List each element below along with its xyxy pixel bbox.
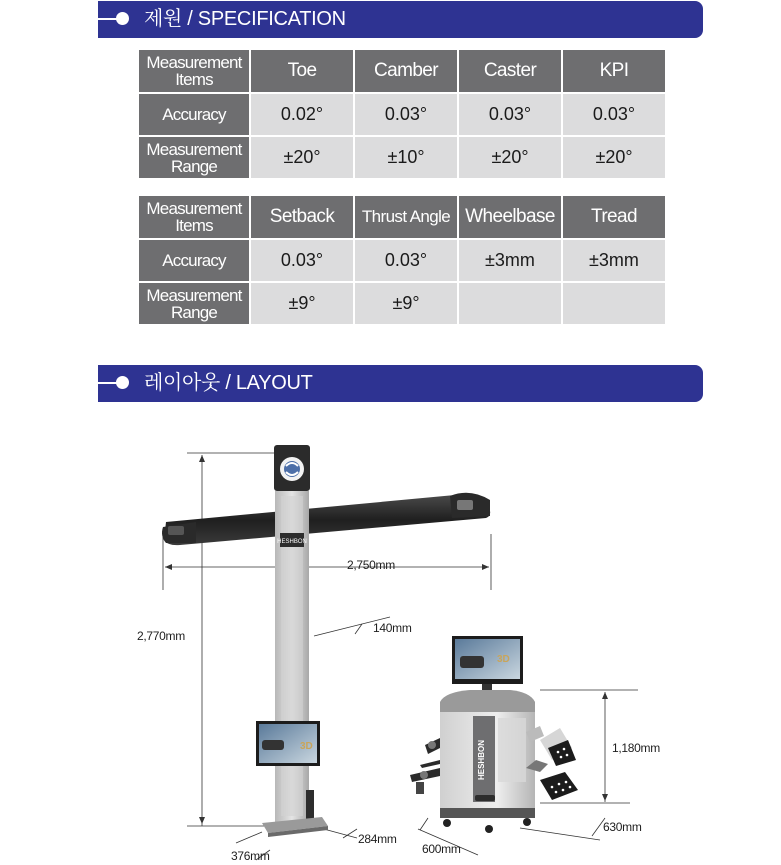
table-header-cell: KPI [563, 50, 665, 92]
table-cell: 0.03° [355, 240, 457, 281]
measurement-range-label: Measurement Range [146, 139, 242, 176]
alignment-cabinet [440, 636, 535, 833]
layout-section-title: 레이아웃 / LAYOUT [144, 372, 313, 394]
beam-width-dimension: 2,750mm [347, 558, 395, 572]
total-height-dimension: 2,770mm [137, 629, 185, 643]
camera-beam [162, 493, 490, 545]
measurement-items-label: Measurement Items [146, 53, 242, 89]
cabinet-monitor-badge-text: 3D [497, 654, 510, 665]
table-cell: 0.03° [459, 94, 561, 135]
table-cell: ±9° [355, 283, 457, 324]
measurement-column [262, 445, 328, 837]
measurement-range-label: Measurement Range [146, 285, 242, 322]
table-header-cell: Thrust Angle [355, 196, 457, 238]
wheel-clamp-left [410, 738, 440, 794]
accuracy-row-label: Accuracy [139, 94, 249, 135]
table-header-cell: Caster [459, 50, 561, 92]
table-cell: 0.03° [355, 94, 457, 135]
base-depth-dimension: 284mm [358, 832, 397, 846]
column-width-dimension: 140mm [373, 621, 412, 635]
column-monitor [256, 721, 320, 766]
measurement-items-label: Measurement Items [146, 199, 242, 235]
spec-section-title: 제원 / SPECIFICATION [144, 8, 346, 30]
table-header-cell: Tread [563, 196, 665, 238]
base-width-dimension: 376mm [231, 849, 270, 863]
table-cell: 0.03° [563, 94, 665, 135]
table-cell: ±10° [355, 137, 457, 178]
table-header-cell: Toe [251, 50, 353, 92]
cabinet-height-dimension: 1,180mm [612, 741, 660, 755]
table-cell: 0.03° [251, 240, 353, 281]
table-cell: ±20° [459, 137, 561, 178]
monitor-badge-text: 3D [300, 741, 313, 752]
table-header-cell: Setback [251, 196, 353, 238]
column-brand-text: HESHBON [277, 539, 307, 545]
cabinet-brand-text: HESHBON [477, 739, 486, 781]
table-cell: ±20° [251, 137, 353, 178]
table-cell: ±3mm [563, 240, 665, 281]
table-header-cell: Wheelbase [459, 196, 561, 238]
cabinet-width-dimension: 600mm [422, 842, 461, 856]
accuracy-row-label: Accuracy [139, 240, 249, 281]
table-header-cell: Camber [355, 50, 457, 92]
cabinet-depth-dimension: 630mm [603, 820, 642, 834]
table-cell: ±9° [251, 283, 353, 324]
table-cell: 0.02° [251, 94, 353, 135]
table-cell: ±3mm [459, 240, 561, 281]
table-cell: ±20° [563, 137, 665, 178]
